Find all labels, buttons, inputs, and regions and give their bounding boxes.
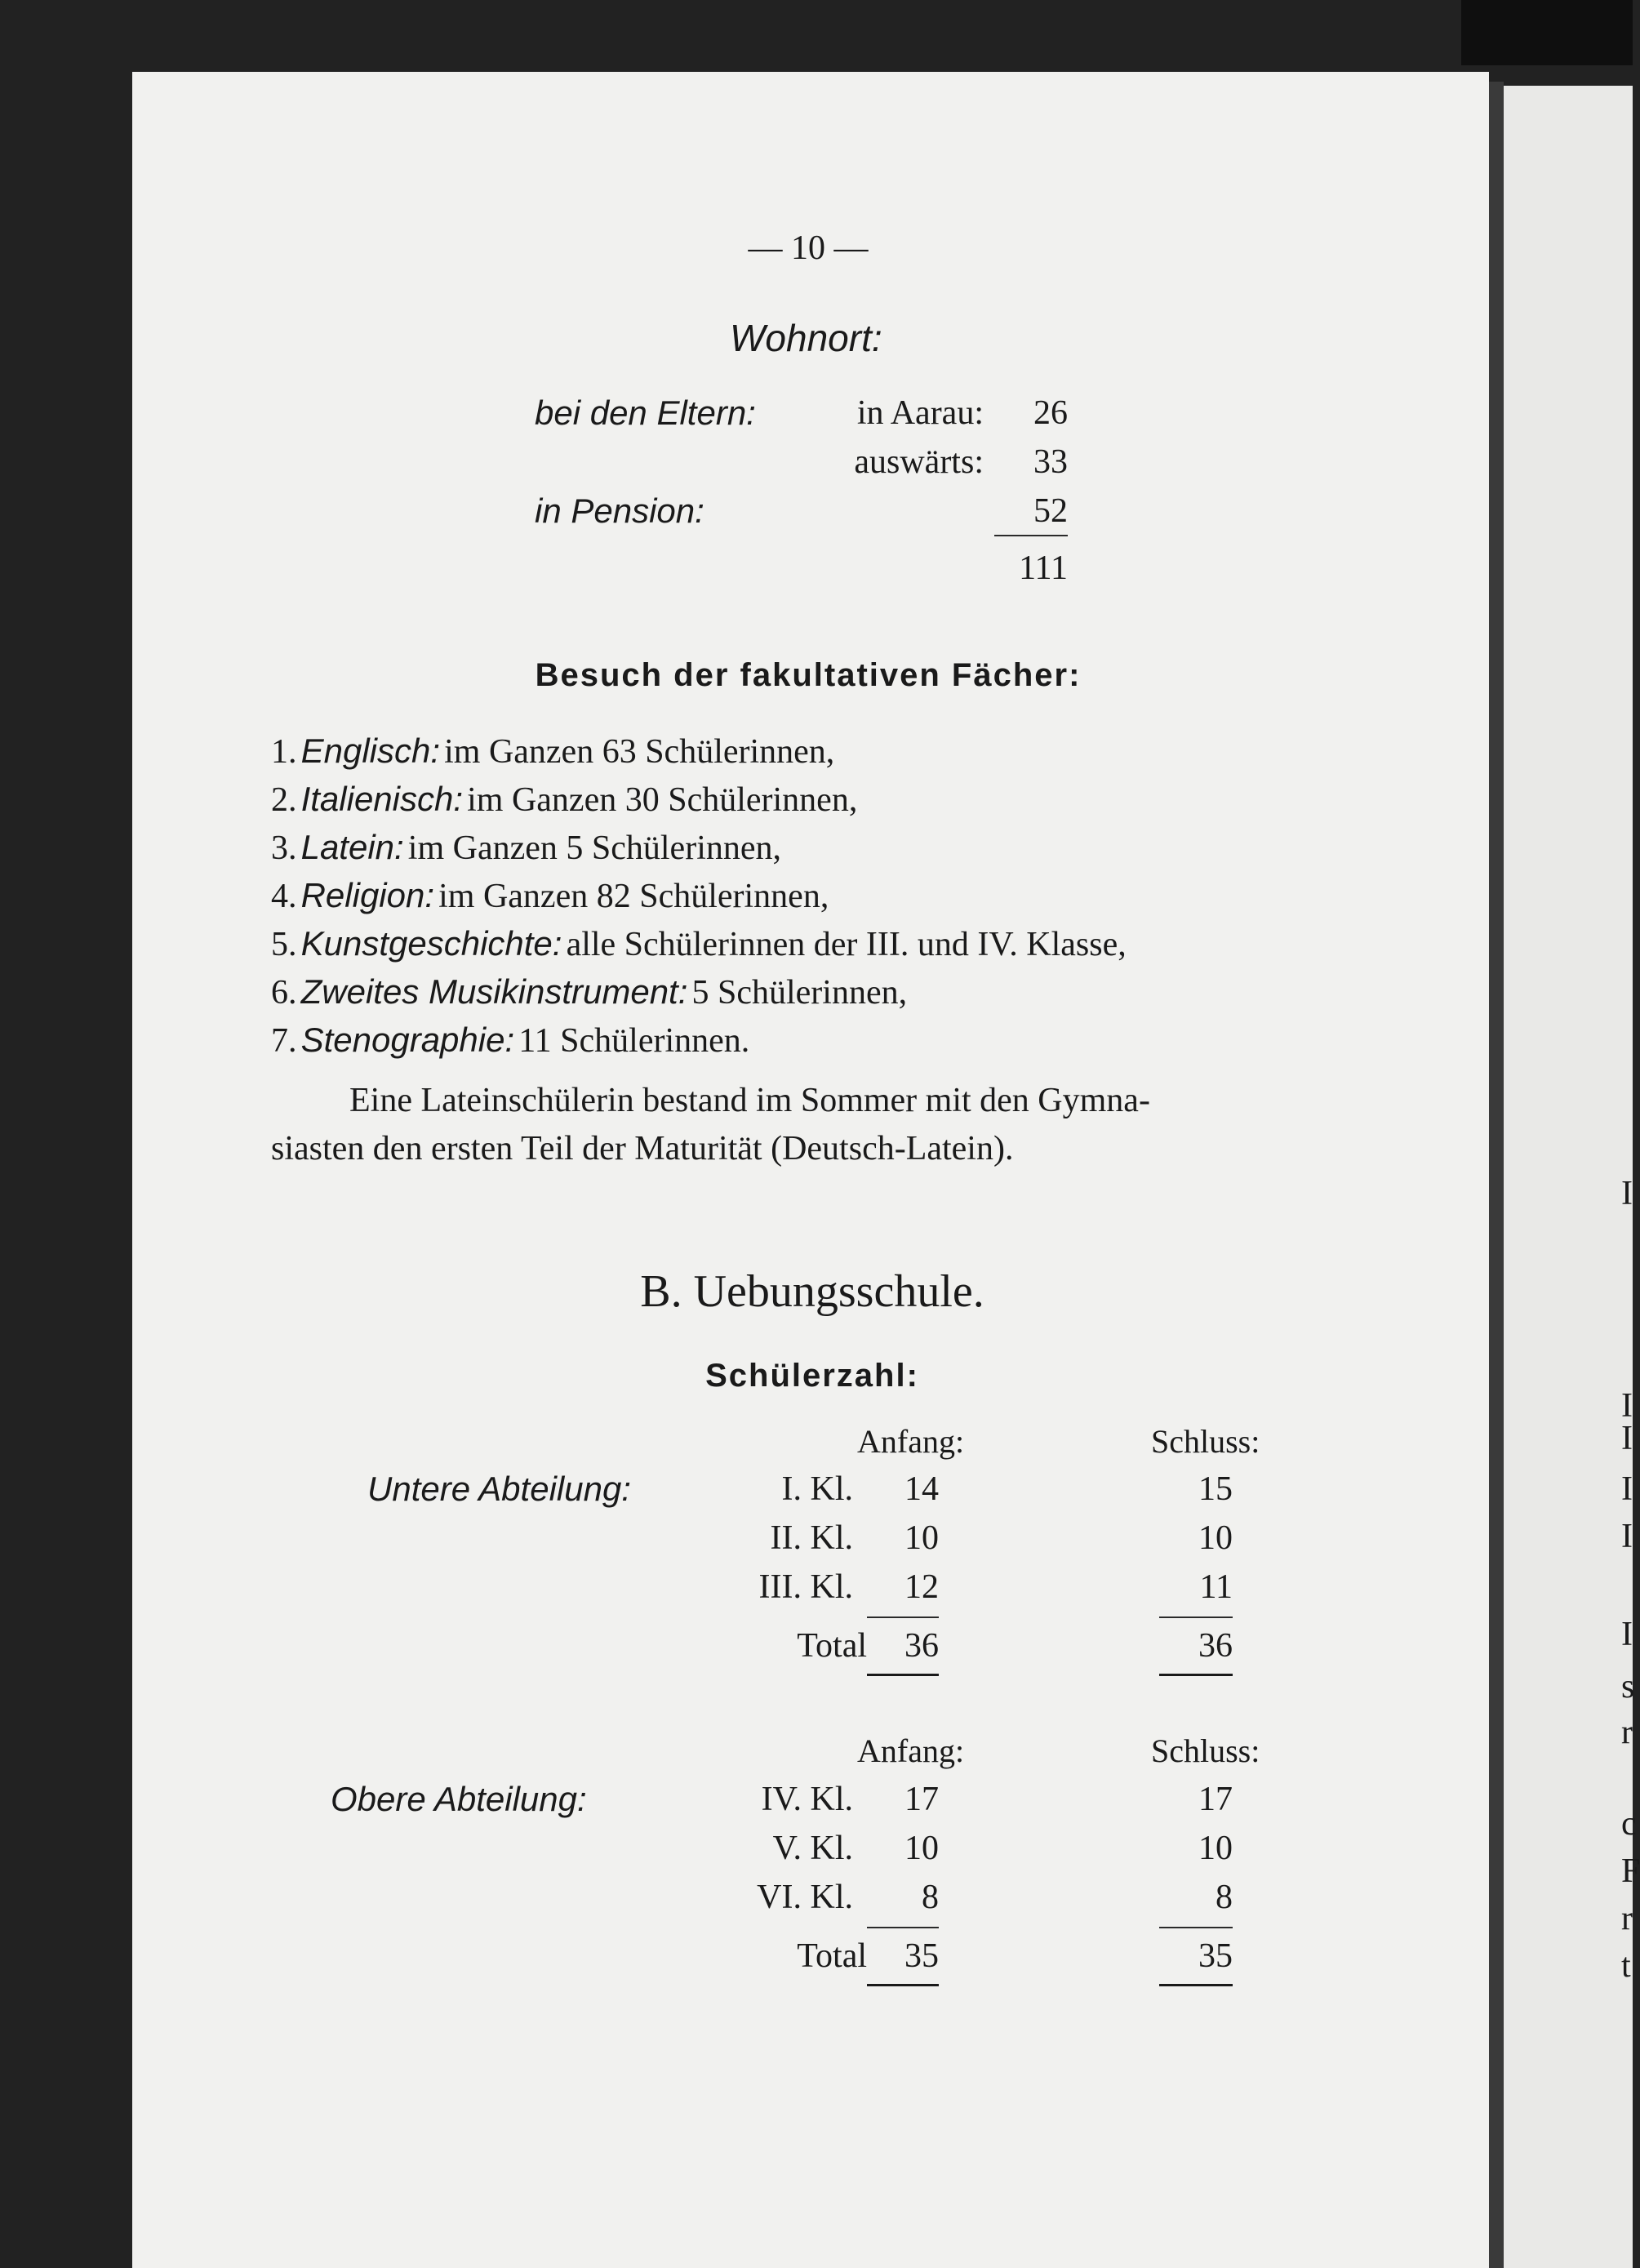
scanner-background xyxy=(1461,0,1633,65)
anfang-value: 8 xyxy=(922,1879,939,1916)
klasse-label: II. Kl. xyxy=(770,1519,853,1557)
section-title: B. Uebungsschule. xyxy=(640,1266,984,1317)
total-underline xyxy=(867,1674,939,1676)
untere-abteilung-label: Untere Abteilung: xyxy=(367,1470,631,1508)
sum-rule xyxy=(867,1617,939,1618)
column-header-anfang: Anfang: xyxy=(857,1423,965,1460)
wohnort-row-value: 52 xyxy=(1033,492,1068,530)
total-schluss: 35 xyxy=(1198,1937,1233,1975)
item-subject: Latein: xyxy=(300,828,404,866)
page-gutter xyxy=(1489,82,1504,2268)
klasse-label: I. Kl. xyxy=(781,1470,853,1508)
total-underline xyxy=(867,1984,939,1986)
total-anfang: 35 xyxy=(904,1937,939,1975)
total-anfang: 36 xyxy=(904,1627,939,1665)
total-underline xyxy=(1159,1984,1233,1986)
item-number: 5. xyxy=(271,926,297,963)
wohnort-row-value: 33 xyxy=(1033,443,1068,481)
sum-rule xyxy=(1159,1617,1233,1618)
schluss-value: 10 xyxy=(1198,1519,1233,1557)
anfang-value: 10 xyxy=(904,1519,939,1557)
list-item xyxy=(271,828,781,868)
item-subject: Stenographie: xyxy=(300,1021,515,1059)
item-number: 3. xyxy=(271,829,297,867)
fragment: I xyxy=(1621,1175,1633,1212)
item-number: 6. xyxy=(271,974,297,1012)
list-item xyxy=(271,780,857,820)
fragment: F xyxy=(1621,1852,1640,1890)
schluss-value: 11 xyxy=(1199,1568,1233,1606)
column-header-anfang: Anfang: xyxy=(857,1732,965,1769)
fragment: I xyxy=(1621,1420,1633,1457)
klasse-label: III. Kl. xyxy=(758,1568,853,1606)
list-item xyxy=(271,876,829,916)
item-text: im Ganzen 30 Schülerinnen, xyxy=(467,781,858,819)
wohnort-row-value: 26 xyxy=(1033,394,1068,432)
list-item xyxy=(271,972,907,1012)
item-text: im Ganzen 82 Schülerinnen, xyxy=(438,878,829,915)
klasse-label: VI. Kl. xyxy=(757,1879,853,1916)
list-item xyxy=(271,732,834,772)
fragment: c xyxy=(1621,1805,1637,1843)
fragment: I xyxy=(1621,1616,1633,1653)
sum-rule xyxy=(994,535,1068,536)
klasse-label: V. Kl. xyxy=(772,1830,853,1867)
wohnort-row-label: in Pension: xyxy=(535,491,704,530)
wohnort-row-label: bei den Eltern: xyxy=(535,394,756,432)
item-text: 11 Schülerinnen. xyxy=(518,1022,750,1060)
item-subject: Englisch: xyxy=(300,732,441,770)
item-subject: Zweites Musikinstrument: xyxy=(300,972,688,1011)
wohnort-row-sub: in Aarau: xyxy=(856,394,984,432)
wohnort-row-sub: auswärts: xyxy=(854,443,984,481)
anfang-value: 14 xyxy=(904,1470,939,1508)
fragment: r xyxy=(1621,1900,1633,1937)
schluss-value: 10 xyxy=(1198,1830,1233,1867)
total-underline xyxy=(1159,1674,1233,1676)
column-header-schluss: Schluss: xyxy=(1151,1423,1260,1460)
schluss-value: 15 xyxy=(1198,1470,1233,1508)
sum-rule xyxy=(1159,1927,1233,1928)
page-number: — 10 — xyxy=(748,229,869,267)
fragment: I xyxy=(1621,1470,1633,1508)
faecher-heading: Besuch der fakultativen Fächer: xyxy=(535,657,1082,693)
adjacent-page xyxy=(1504,86,1633,2268)
item-number: 1. xyxy=(271,733,297,771)
fragment: t xyxy=(1621,1947,1631,1985)
list-item xyxy=(271,1021,749,1061)
klasse-label: IV. Kl. xyxy=(761,1781,853,1818)
item-number: 4. xyxy=(271,878,297,915)
item-text: alle Schülerinnen der III. und IV. Klasse, xyxy=(566,926,1127,963)
schluss-value: 17 xyxy=(1198,1781,1233,1818)
paragraph-line: Eine Lateinschülerin bestand im Sommer mit den Gymna- xyxy=(349,1082,1150,1119)
section-subtitle: Schülerzahl: xyxy=(705,1358,919,1394)
item-text: 5 Schülerinnen, xyxy=(691,974,908,1012)
total-label: Total xyxy=(797,1627,867,1665)
column-header-schluss: Schluss: xyxy=(1151,1732,1260,1769)
wohnort-heading: Wohnort: xyxy=(730,317,882,359)
anfang-value: 10 xyxy=(904,1830,939,1867)
paragraph-line: siasten den ersten Teil der Maturität (Deutsch-Latein). xyxy=(271,1130,1014,1167)
fragment: s xyxy=(1621,1668,1635,1705)
fragment: I xyxy=(1621,1518,1633,1555)
total-label: Total xyxy=(797,1937,867,1975)
item-number: 2. xyxy=(271,781,297,819)
item-number: 7. xyxy=(271,1022,297,1060)
item-text: im Ganzen 63 Schülerinnen, xyxy=(444,733,835,771)
list-item xyxy=(271,924,1127,964)
fragment: I xyxy=(1621,1387,1633,1425)
item-subject: Religion: xyxy=(300,876,435,914)
schluss-value: 8 xyxy=(1216,1879,1233,1916)
fragment: r xyxy=(1621,1714,1633,1751)
item-subject: Italienisch: xyxy=(300,780,464,818)
sum-rule xyxy=(867,1927,939,1928)
anfang-value: 12 xyxy=(904,1568,939,1606)
obere-abteilung-label: Obere Abteilung: xyxy=(331,1780,587,1818)
item-text: im Ganzen 5 Schülerinnen, xyxy=(407,829,781,867)
wohnort-total: 111 xyxy=(1019,549,1068,587)
total-schluss: 36 xyxy=(1198,1627,1233,1665)
anfang-value: 17 xyxy=(904,1781,939,1818)
item-subject: Kunstgeschichte: xyxy=(300,924,562,963)
